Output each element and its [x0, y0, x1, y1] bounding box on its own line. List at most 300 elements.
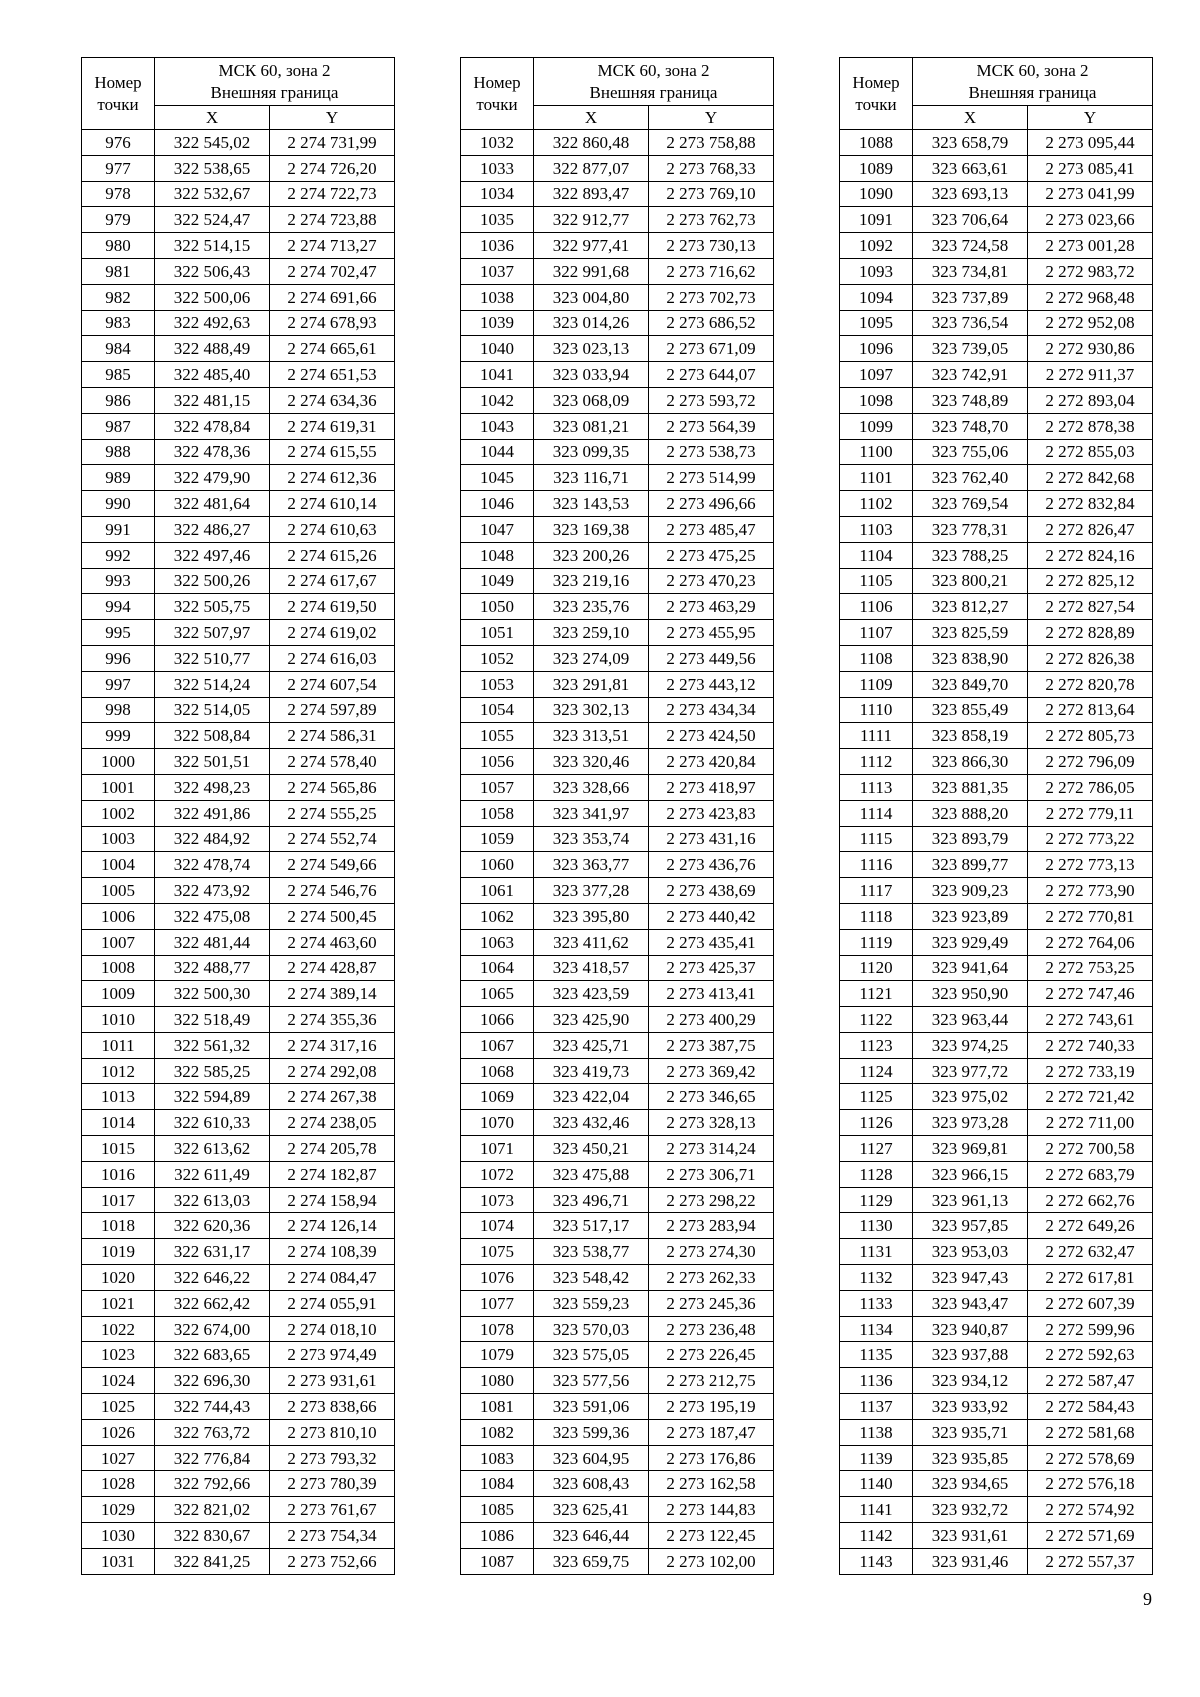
- x-coordinate-cell: 322 744,43: [155, 1394, 270, 1420]
- table-row: [82, 774, 395, 800]
- y-coordinate-cell: 2 273 298,22: [649, 1187, 774, 1213]
- point-number-cell: 1033: [461, 155, 534, 181]
- y-coordinate-cell: 2 273 793,32: [270, 1445, 395, 1471]
- table-row: [82, 1187, 395, 1213]
- table-row: [82, 465, 395, 491]
- x-coordinate-cell: 323 418,57: [534, 955, 649, 981]
- x-coordinate-cell: 322 620,36: [155, 1213, 270, 1239]
- x-coordinate-cell: 323 762,40: [913, 465, 1028, 491]
- table-row: [82, 155, 395, 181]
- y-coordinate-cell: 2 273 974,49: [270, 1342, 395, 1368]
- y-coordinate-cell: 2 273 702,73: [649, 284, 774, 310]
- point-number-cell: 982: [82, 284, 155, 310]
- table-row: [82, 516, 395, 542]
- x-coordinate-cell: 322 498,23: [155, 774, 270, 800]
- point-number-cell: 1032: [461, 130, 534, 156]
- point-number-cell: 1030: [82, 1523, 155, 1549]
- x-coordinate-cell: 323 081,21: [534, 413, 649, 439]
- x-coordinate-cell: 323 933,92: [913, 1394, 1028, 1420]
- x-coordinate-cell: 322 585,25: [155, 1058, 270, 1084]
- point-number-cell: 1029: [82, 1497, 155, 1523]
- y-coordinate-cell: 2 273 425,37: [649, 955, 774, 981]
- y-coordinate-cell: 2 273 162,58: [649, 1471, 774, 1497]
- point-number-cell: 978: [82, 181, 155, 207]
- table-row: [82, 1058, 395, 1084]
- y-coordinate-cell: 2 273 274,30: [649, 1239, 774, 1265]
- x-coordinate-cell: 323 658,79: [913, 130, 1028, 156]
- point-number-cell: 1127: [840, 1136, 913, 1162]
- table-row: [82, 1161, 395, 1187]
- boundary-label: Внешняя граница: [968, 82, 1097, 102]
- y-coordinate-cell: 2 274 713,27: [270, 233, 395, 259]
- x-coordinate-cell: 323 736,54: [913, 310, 1028, 336]
- table-row: [82, 1342, 395, 1368]
- table-row: [461, 878, 774, 904]
- table-row: [82, 955, 395, 981]
- table-row: [461, 1161, 774, 1187]
- x-coordinate-cell: 323 931,61: [913, 1523, 1028, 1549]
- x-coordinate-cell: 323 742,91: [913, 362, 1028, 388]
- point-number-cell: 1134: [840, 1316, 913, 1342]
- table-row: [82, 929, 395, 955]
- point-number-cell: 1068: [461, 1058, 534, 1084]
- point-number-cell: 1091: [840, 207, 913, 233]
- point-number-cell: 1058: [461, 800, 534, 826]
- table-row: [840, 1161, 1153, 1187]
- table-row: [840, 594, 1153, 620]
- x-coordinate-cell: 323 200,26: [534, 542, 649, 568]
- point-number-cell: 1038: [461, 284, 534, 310]
- y-coordinate-cell: 2 272 773,90: [1028, 878, 1153, 904]
- y-coordinate-cell: 2 272 581,68: [1028, 1419, 1153, 1445]
- point-number-cell: 1140: [840, 1471, 913, 1497]
- point-number-cell: 1102: [840, 491, 913, 517]
- table-row: [461, 1368, 774, 1394]
- table-row: [461, 491, 774, 517]
- y-coordinate-cell: 2 273 435,41: [649, 929, 774, 955]
- point-number-cell: 1042: [461, 387, 534, 413]
- point-number-cell: 1039: [461, 310, 534, 336]
- y-coordinate-cell: 2 272 786,05: [1028, 774, 1153, 800]
- table-row: [840, 387, 1153, 413]
- table-row: [461, 955, 774, 981]
- point-number-cell: 1075: [461, 1239, 534, 1265]
- y-coordinate-cell: 2 273 041,99: [1028, 181, 1153, 207]
- table-row: [461, 258, 774, 284]
- x-coordinate-cell: 322 561,32: [155, 1032, 270, 1058]
- point-number-cell: 1040: [461, 336, 534, 362]
- y-coordinate-cell: 2 274 610,63: [270, 516, 395, 542]
- point-number-cell: 1113: [840, 774, 913, 800]
- page-number: 9: [1143, 1589, 1152, 1609]
- y-coordinate-cell: 2 274 617,67: [270, 568, 395, 594]
- table-row: [461, 1548, 774, 1574]
- table-row: [461, 362, 774, 388]
- y-coordinate-cell: 2 272 855,03: [1028, 439, 1153, 465]
- point-number-cell: 1018: [82, 1213, 155, 1239]
- point-number-cell: 1067: [461, 1032, 534, 1058]
- y-coordinate-cell: 2 273 085,41: [1028, 155, 1153, 181]
- system-label: МСК 60, зона 2: [976, 60, 1089, 80]
- x-coordinate-cell: 323 599,36: [534, 1419, 649, 1445]
- table-row: [82, 826, 395, 852]
- point-number-cell: 981: [82, 258, 155, 284]
- table-row: [840, 284, 1153, 310]
- table-row: [840, 1084, 1153, 1110]
- point-number-cell: 986: [82, 387, 155, 413]
- x-coordinate-cell: 323 116,71: [534, 465, 649, 491]
- point-number-cell: 1135: [840, 1342, 913, 1368]
- y-coordinate-cell: 2 273 023,66: [1028, 207, 1153, 233]
- point-number-cell: 1014: [82, 1110, 155, 1136]
- x-coordinate-cell: 323 739,05: [913, 336, 1028, 362]
- table-row: [461, 826, 774, 852]
- x-coordinate-cell: 323 320,46: [534, 749, 649, 775]
- x-coordinate-cell: 323 966,15: [913, 1161, 1028, 1187]
- point-number-cell: 1045: [461, 465, 534, 491]
- x-coordinate-cell: 323 235,76: [534, 594, 649, 620]
- x-coordinate-cell: 323 778,31: [913, 516, 1028, 542]
- point-number-cell: 995: [82, 620, 155, 646]
- point-number-cell: 1078: [461, 1316, 534, 1342]
- table-row: [840, 697, 1153, 723]
- point-number-cell: 1056: [461, 749, 534, 775]
- table-row: [461, 1110, 774, 1136]
- x-coordinate-cell: 322 488,77: [155, 955, 270, 981]
- table-row: [840, 258, 1153, 284]
- y-coordinate-cell: 2 274 612,36: [270, 465, 395, 491]
- table-row: [461, 620, 774, 646]
- x-coordinate-cell: 323 659,75: [534, 1548, 649, 1574]
- point-number-cell: 1085: [461, 1497, 534, 1523]
- table-row: [461, 336, 774, 362]
- y-coordinate-cell: 2 273 418,97: [649, 774, 774, 800]
- y-coordinate-cell: 2 272 779,11: [1028, 800, 1153, 826]
- point-number-cell: 1010: [82, 1007, 155, 1033]
- table-row: [82, 671, 395, 697]
- table-row: [461, 310, 774, 336]
- point-number-cell: 1098: [840, 387, 913, 413]
- x-coordinate-cell: 323 974,25: [913, 1032, 1028, 1058]
- point-number-cell: 984: [82, 336, 155, 362]
- x-coordinate-cell: 322 510,77: [155, 645, 270, 671]
- y-coordinate-cell: 2 274 565,86: [270, 774, 395, 800]
- boundary-label: Внешняя граница: [210, 82, 339, 102]
- x-coordinate-cell: 322 481,44: [155, 929, 270, 955]
- table-row: [461, 1394, 774, 1420]
- point-header-line2: точки: [855, 94, 897, 114]
- point-number-cell: 1037: [461, 258, 534, 284]
- table-row: [840, 1548, 1153, 1574]
- x-coordinate-cell: 322 481,64: [155, 491, 270, 517]
- table-row: [840, 620, 1153, 646]
- x-coordinate-cell: 323 411,62: [534, 929, 649, 955]
- x-coordinate-cell: 322 481,15: [155, 387, 270, 413]
- point-number-cell: 1142: [840, 1523, 913, 1549]
- x-coordinate-cell: 323 929,49: [913, 929, 1028, 955]
- table-row: [840, 465, 1153, 491]
- y-coordinate-cell: 2 272 770,81: [1028, 903, 1153, 929]
- table-row: [82, 233, 395, 259]
- x-coordinate-cell: 323 788,25: [913, 542, 1028, 568]
- point-number-cell: 1036: [461, 233, 534, 259]
- y-coordinate-cell: 2 273 593,72: [649, 387, 774, 413]
- point-number-cell: 1017: [82, 1187, 155, 1213]
- x-coordinate-cell: 323 363,77: [534, 852, 649, 878]
- point-number-cell: 1119: [840, 929, 913, 955]
- y-coordinate-cell: 2 273 245,36: [649, 1290, 774, 1316]
- table-row: [82, 981, 395, 1007]
- x-coordinate-cell: 323 893,79: [913, 826, 1028, 852]
- y-coordinate-cell: 2 274 084,47: [270, 1265, 395, 1291]
- y-coordinate-cell: 2 273 810,10: [270, 1419, 395, 1445]
- y-coordinate-cell: 2 272 617,81: [1028, 1265, 1153, 1291]
- table-row: [840, 516, 1153, 542]
- x-coordinate-cell: 322 514,24: [155, 671, 270, 697]
- point-number-cell: 1055: [461, 723, 534, 749]
- table-row: [461, 594, 774, 620]
- point-number-cell: 1092: [840, 233, 913, 259]
- x-coordinate-cell: 323 737,89: [913, 284, 1028, 310]
- x-coordinate-cell: 322 501,51: [155, 749, 270, 775]
- x-coordinate-cell: 322 500,06: [155, 284, 270, 310]
- y-coordinate-cell: 2 274 355,36: [270, 1007, 395, 1033]
- y-coordinate-cell: 2 273 400,29: [649, 1007, 774, 1033]
- x-coordinate-cell: 323 328,66: [534, 774, 649, 800]
- table-row: [82, 362, 395, 388]
- table-row: [82, 181, 395, 207]
- table-row: [840, 1058, 1153, 1084]
- point-number-cell: 976: [82, 130, 155, 156]
- point-number-cell: 1081: [461, 1394, 534, 1420]
- point-number-cell: 1112: [840, 749, 913, 775]
- point-number-cell: 1043: [461, 413, 534, 439]
- x-coordinate-cell: 322 497,46: [155, 542, 270, 568]
- point-number-cell: 1009: [82, 981, 155, 1007]
- point-number-cell: 1139: [840, 1445, 913, 1471]
- table-row: [461, 1084, 774, 1110]
- table-row: [840, 1265, 1153, 1291]
- y-coordinate-cell: 2 272 587,47: [1028, 1368, 1153, 1394]
- table-row: [840, 1239, 1153, 1265]
- table-row: [461, 233, 774, 259]
- y-coordinate-cell: 2 272 824,16: [1028, 542, 1153, 568]
- y-coordinate-cell: 2 273 463,29: [649, 594, 774, 620]
- x-coordinate-cell: 323 693,13: [913, 181, 1028, 207]
- point-number-cell: 998: [82, 697, 155, 723]
- point-number-cell: 1049: [461, 568, 534, 594]
- y-coordinate-cell: 2 274 500,45: [270, 903, 395, 929]
- point-number-cell: 1124: [840, 1058, 913, 1084]
- table-row: [461, 1187, 774, 1213]
- point-number-cell: 1090: [840, 181, 913, 207]
- table-row: [840, 568, 1153, 594]
- point-number-cell: 980: [82, 233, 155, 259]
- y-coordinate-cell: 2 272 773,22: [1028, 826, 1153, 852]
- table-row: [82, 1419, 395, 1445]
- point-number-cell: 1096: [840, 336, 913, 362]
- y-coordinate-cell: 2 273 436,76: [649, 852, 774, 878]
- y-coordinate-cell: 2 272 842,68: [1028, 465, 1153, 491]
- point-number-cell: 1052: [461, 645, 534, 671]
- table-row: [840, 1523, 1153, 1549]
- point-number-cell: 1064: [461, 955, 534, 981]
- x-coordinate-cell: 323 395,80: [534, 903, 649, 929]
- y-coordinate-cell: 2 272 607,39: [1028, 1290, 1153, 1316]
- x-coordinate-cell: 323 748,89: [913, 387, 1028, 413]
- y-coordinate-cell: 2 273 176,86: [649, 1445, 774, 1471]
- point-number-cell: 993: [82, 568, 155, 594]
- point-number-cell: 1001: [82, 774, 155, 800]
- point-number-cell: 1097: [840, 362, 913, 388]
- point-number-cell: 1137: [840, 1394, 913, 1420]
- table-row: [82, 1471, 395, 1497]
- x-coordinate-cell: 323 973,28: [913, 1110, 1028, 1136]
- y-coordinate-cell: 2 272 796,09: [1028, 749, 1153, 775]
- y-coordinate-cell: 2 274 691,66: [270, 284, 395, 310]
- table-row: [82, 1548, 395, 1574]
- table-row: [840, 491, 1153, 517]
- table-row: [840, 671, 1153, 697]
- y-coordinate-cell: 2 273 780,39: [270, 1471, 395, 1497]
- table-row: [461, 130, 774, 156]
- table-row: [82, 1110, 395, 1136]
- point-number-cell: 1063: [461, 929, 534, 955]
- y-coordinate-cell: 2 274 665,61: [270, 336, 395, 362]
- point-number-cell: 1021: [82, 1290, 155, 1316]
- x-coordinate-cell: 323 888,20: [913, 800, 1028, 826]
- point-number-cell: 1083: [461, 1445, 534, 1471]
- table-row: [82, 1368, 395, 1394]
- y-coordinate-cell: 2 273 236,48: [649, 1316, 774, 1342]
- y-coordinate-cell: 2 272 753,25: [1028, 955, 1153, 981]
- table-row: [82, 1497, 395, 1523]
- x-coordinate-cell: 322 613,62: [155, 1136, 270, 1162]
- point-number-cell: 1059: [461, 826, 534, 852]
- point-number-cell: 1000: [82, 749, 155, 775]
- x-coordinate-cell: 323 608,43: [534, 1471, 649, 1497]
- table-row: [840, 878, 1153, 904]
- table-row: [840, 362, 1153, 388]
- x-coordinate-cell: 323 577,56: [534, 1368, 649, 1394]
- x-coordinate-cell: 322 505,75: [155, 594, 270, 620]
- table-row: [82, 620, 395, 646]
- point-number-cell: 983: [82, 310, 155, 336]
- y-coordinate-cell: 2 273 226,45: [649, 1342, 774, 1368]
- x-coordinate-cell: 323 625,41: [534, 1497, 649, 1523]
- x-coordinate-cell: 322 488,49: [155, 336, 270, 362]
- x-coordinate-cell: 323 748,70: [913, 413, 1028, 439]
- point-number-cell: 1132: [840, 1265, 913, 1291]
- table-row: [461, 1265, 774, 1291]
- table-row: [461, 1032, 774, 1058]
- y-coordinate-cell: 2 273 440,42: [649, 903, 774, 929]
- point-number-cell: 1074: [461, 1213, 534, 1239]
- x-coordinate-cell: 323 969,81: [913, 1136, 1028, 1162]
- table-row: [840, 749, 1153, 775]
- x-coordinate-cell: 322 662,42: [155, 1290, 270, 1316]
- y-coordinate-cell: 2 273 369,42: [649, 1058, 774, 1084]
- y-coordinate-cell: 2 273 752,66: [270, 1548, 395, 1574]
- y-coordinate-cell: 2 274 578,40: [270, 749, 395, 775]
- y-coordinate-cell: 2 274 463,60: [270, 929, 395, 955]
- table-row: [461, 387, 774, 413]
- x-coordinate-cell: 322 538,65: [155, 155, 270, 181]
- table-row: [82, 800, 395, 826]
- y-coordinate-cell: 2 274 055,91: [270, 1290, 395, 1316]
- y-column-header: Y: [1028, 106, 1153, 130]
- y-coordinate-cell: 2 273 449,56: [649, 645, 774, 671]
- point-number-cell: 985: [82, 362, 155, 388]
- x-coordinate-cell: 322 611,49: [155, 1161, 270, 1187]
- point-number-cell: 1101: [840, 465, 913, 491]
- y-coordinate-cell: 2 274 615,55: [270, 439, 395, 465]
- y-coordinate-cell: 2 273 762,73: [649, 207, 774, 233]
- y-coordinate-cell: 2 272 747,46: [1028, 981, 1153, 1007]
- x-coordinate-cell: 323 961,13: [913, 1187, 1028, 1213]
- coordinates-table-1: [81, 57, 395, 1575]
- y-coordinate-cell: 2 274 702,47: [270, 258, 395, 284]
- table-row: [840, 1007, 1153, 1033]
- point-number-cell: 1060: [461, 852, 534, 878]
- x-coordinate-cell: 323 143,53: [534, 491, 649, 517]
- table-row: [461, 981, 774, 1007]
- x-coordinate-cell: 322 877,07: [534, 155, 649, 181]
- x-coordinate-cell: 322 478,36: [155, 439, 270, 465]
- y-coordinate-cell: 2 272 911,37: [1028, 362, 1153, 388]
- y-coordinate-cell: 2 272 740,33: [1028, 1032, 1153, 1058]
- y-coordinate-cell: 2 272 805,73: [1028, 723, 1153, 749]
- x-coordinate-cell: 322 507,97: [155, 620, 270, 646]
- y-column-header: Y: [649, 106, 774, 130]
- point-number-cell: 1071: [461, 1136, 534, 1162]
- y-coordinate-cell: 2 274 634,36: [270, 387, 395, 413]
- y-coordinate-cell: 2 273 455,95: [649, 620, 774, 646]
- point-number-cell: 1072: [461, 1161, 534, 1187]
- table-row: [82, 1316, 395, 1342]
- point-number-cell: 1094: [840, 284, 913, 310]
- x-column-header: X: [155, 106, 270, 130]
- x-coordinate-cell: 322 977,41: [534, 233, 649, 259]
- point-number-header: [461, 58, 534, 130]
- point-number-cell: 1086: [461, 1523, 534, 1549]
- y-coordinate-cell: 2 274 546,76: [270, 878, 395, 904]
- table-row: [840, 233, 1153, 259]
- table-row: [461, 852, 774, 878]
- y-coordinate-cell: 2 273 144,83: [649, 1497, 774, 1523]
- point-number-cell: 1025: [82, 1394, 155, 1420]
- y-coordinate-cell: 2 273 538,73: [649, 439, 774, 465]
- x-coordinate-cell: 323 259,10: [534, 620, 649, 646]
- x-column-header: X: [534, 106, 649, 130]
- x-coordinate-cell: 322 763,72: [155, 1419, 270, 1445]
- y-coordinate-cell: 2 272 721,42: [1028, 1084, 1153, 1110]
- point-number-cell: 1103: [840, 516, 913, 542]
- x-coordinate-cell: 323 947,43: [913, 1265, 1028, 1291]
- x-coordinate-cell: 322 545,02: [155, 130, 270, 156]
- x-coordinate-cell: 323 800,21: [913, 568, 1028, 594]
- table-row: [461, 1290, 774, 1316]
- y-coordinate-cell: 2 274 292,08: [270, 1058, 395, 1084]
- x-coordinate-cell: 323 422,04: [534, 1084, 649, 1110]
- x-coordinate-cell: 322 524,47: [155, 207, 270, 233]
- point-number-cell: 1107: [840, 620, 913, 646]
- y-coordinate-cell: 2 273 644,07: [649, 362, 774, 388]
- point-number-cell: 1089: [840, 155, 913, 181]
- y-coordinate-cell: 2 274 238,05: [270, 1110, 395, 1136]
- x-coordinate-cell: 323 419,73: [534, 1058, 649, 1084]
- point-number-cell: 1114: [840, 800, 913, 826]
